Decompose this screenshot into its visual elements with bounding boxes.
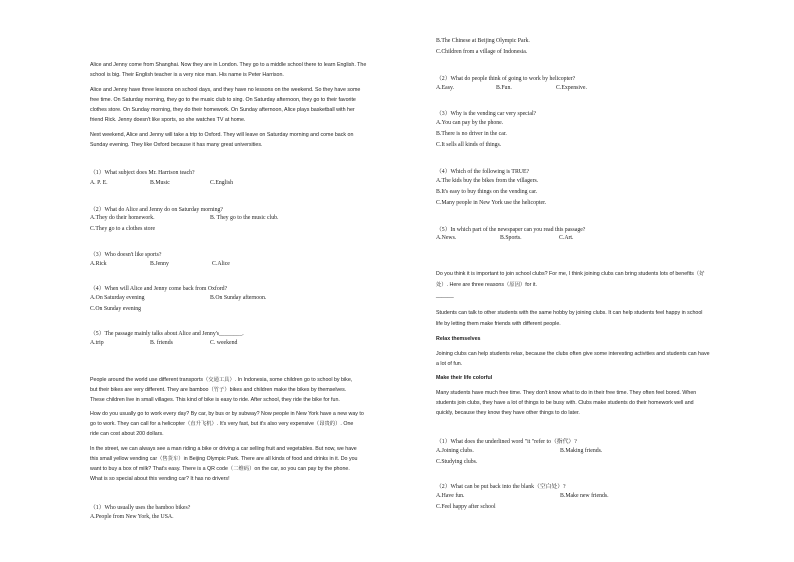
option-b: B.There is no driver in the car. xyxy=(436,131,507,137)
passage-3-question-2: （2）What can be put back into the blank（空白处）? xyxy=(436,484,566,490)
passage-line: People around the world use different transports（交通工具）. In Indonesia, some children go to school by bike, xyxy=(90,377,353,383)
passage-line: school is big. Their English teacher is a very nice man. His name is Peter Harrison. xyxy=(90,72,284,78)
option-c: C.Feel happy after school xyxy=(436,504,496,510)
option-a: A.trip xyxy=(90,340,104,346)
passage-line: free time. On Saturday morning, they go to the music club to sing. On Saturday afternoon, they go to their favorite xyxy=(90,97,356,103)
passage-line: Sunday evening. They like Oxford because it has many great universities. xyxy=(90,142,263,148)
question-4: （4）When will Alice and Jenny come back from Oxford? xyxy=(90,286,228,292)
passage-line: Alice and Jenny have three lessons on school days, and they have no lessons on the weekend. So they have some xyxy=(90,87,361,93)
passage-line: What is so special about this vending car? It has no drivers! xyxy=(90,476,230,482)
option-a: A.Have fun. xyxy=(436,493,465,499)
section-heading: Relax themselves xyxy=(436,336,481,342)
passage-line: life by letting them make friends with different people. xyxy=(436,321,561,327)
option-a: A. P. E. xyxy=(90,180,108,186)
passage-line: Joining clubs can help students relax, because the clubs often give some interesting activities and students can have xyxy=(436,351,710,357)
passage-3-question-1: （1）What does the underlined word "it "refer to（指代）? xyxy=(436,439,577,445)
section-heading: Make their life colorful xyxy=(436,375,493,381)
option-c: C.Children from a village of Indonesia. xyxy=(436,49,528,55)
option-b: B.Jenny xyxy=(150,261,169,267)
passage-2-question-1: （1）Who usually uses the bamboo bikes? xyxy=(90,505,191,511)
option-a: A.Rick xyxy=(90,261,107,267)
passage-line: this small yellow vending car（售货车）in Beijing Olympic Park. There are all kinds of food and drinks in it. Do you xyxy=(90,456,358,462)
option-b: B.Fun. xyxy=(496,85,512,91)
option-b: B.Music xyxy=(150,180,170,186)
passage-line: Students can talk to other students with the same hobby by joining clubs. It can help students feel happy in school xyxy=(436,310,703,316)
option-c: C.Studying clubs. xyxy=(436,459,478,465)
option-b: B.Make new friends. xyxy=(560,493,609,499)
option-a: A.People from New York, the USA. xyxy=(90,514,174,520)
passage-line: go to work. They can call for a helicopter（直升飞机）. It's very fast, but it's also very expensive（昂贵的）. One xyxy=(90,421,354,427)
option-b: B.On Sunday afternoon. xyxy=(210,295,267,301)
option-c: C. weekend xyxy=(210,340,238,346)
passage-2-question-4: （4）Which of the following is TRUE? xyxy=(436,169,530,175)
option-b: B.Sports. xyxy=(500,235,522,241)
option-b: B. friends xyxy=(150,340,173,346)
blank-line: ______ xyxy=(436,293,454,299)
option-c: C.On Sunday evening xyxy=(90,306,142,312)
passage-2-question-2: （2）What do people think of going to work by helicopter? xyxy=(436,76,576,82)
question-3: （3）Who doesn't like sports? xyxy=(90,252,162,258)
option-a: A.The kids buy the bikes from the villagers. xyxy=(436,178,539,184)
passage-line: Alice and Jenny come from Shanghai. Now they are in London. They go to a middle school there to learn English. The xyxy=(90,62,367,68)
option-c: C.It sells all kinds of things. xyxy=(436,142,502,148)
passage-line: Many students have much free time. They don't know what to do in their free time. They often feel bored. When xyxy=(436,390,697,396)
option-c: C.Art. xyxy=(559,235,574,241)
passage-line: a lot of fun. xyxy=(436,361,463,367)
option-c: C.Alice xyxy=(212,261,230,267)
passage-line: but their bikes are very different. They are bamboo（竹子）bikes and children make the bikes by themselves. xyxy=(90,387,347,393)
passage-line: students join clubs, they have a lot of things to be busy with. Clubs make students do their homework well and xyxy=(436,400,694,406)
option-a: A.They do their homework. xyxy=(90,215,155,221)
option-c: C.They go to a clothes store xyxy=(90,226,156,232)
passage-line: clothes store. On Sunday morning, they do their homework. On Sunday afternoon, Alice plays basketball with her xyxy=(90,107,355,113)
option-b: B.The Chinese at Beijing Olympic Park. xyxy=(436,38,530,44)
passage-line: want to buy a box of milk? That's easy. There is a QR code（二维码）on the car, so you can pay by the phone. xyxy=(90,466,350,472)
option-a: A.Joining clubs. xyxy=(436,448,474,454)
passage-line: friend Rick. Jenny doesn't like sports, so she watches TV at home. xyxy=(90,117,246,123)
passage-line: Do you think it is important to join school clubs? For me, I think joining clubs can bring students lots of benefits（好 xyxy=(436,271,705,277)
passage-line: Next weekend, Alice and Jenny will take a trip to Oxford. They will leave on Saturday morning and come back on xyxy=(90,132,354,138)
option-a: A.You can pay by the phone. xyxy=(436,120,504,126)
passage-line: ride can cost about 200 dollars. xyxy=(90,431,164,437)
question-5: （5）The passage mainly talks about Alice and Jenny's________. xyxy=(90,331,244,337)
option-c: C.English xyxy=(210,180,234,186)
option-a: A.Easy. xyxy=(436,85,454,91)
passage-line: How do you usually go to work every day? By car, by bus or by subway? Now people in New York have a new way to xyxy=(90,411,364,417)
passage-2-question-5: （5）In which part of the newspaper can you read this passage? xyxy=(436,227,586,233)
passage-line: These children live in small villages. This kind of bike is easy to ride. After school, they ride the bike for fun. xyxy=(90,397,340,403)
option-c: C.Expensive. xyxy=(556,85,587,91)
option-b: B.It's easy to buy things on the vending car. xyxy=(436,189,538,195)
option-c: C.Many people in New York use the helicopter. xyxy=(436,200,547,206)
passage-line: quickly, because they know they have other things to do later. xyxy=(436,410,580,416)
option-b: B. They go to the music club. xyxy=(210,215,279,221)
option-a: A.On Saturday evening xyxy=(90,295,145,301)
question-2: （2）What do Alice and Jenny do on Saturday morning? xyxy=(90,207,223,213)
passage-line: In the street, we can always see a man riding a bike or driving a car selling fruit and vegetables. But now, we have xyxy=(90,446,357,452)
passage-line: 处）. Here are three reasons（原因）for it. xyxy=(436,282,537,288)
option-a: A.News. xyxy=(436,235,457,241)
question-1: （1）What subject does Mr. Harrison teach? xyxy=(90,170,195,176)
option-b: B.Making friends. xyxy=(560,448,603,454)
passage-2-question-3: （3）Why is the vending car very special? xyxy=(436,111,537,117)
